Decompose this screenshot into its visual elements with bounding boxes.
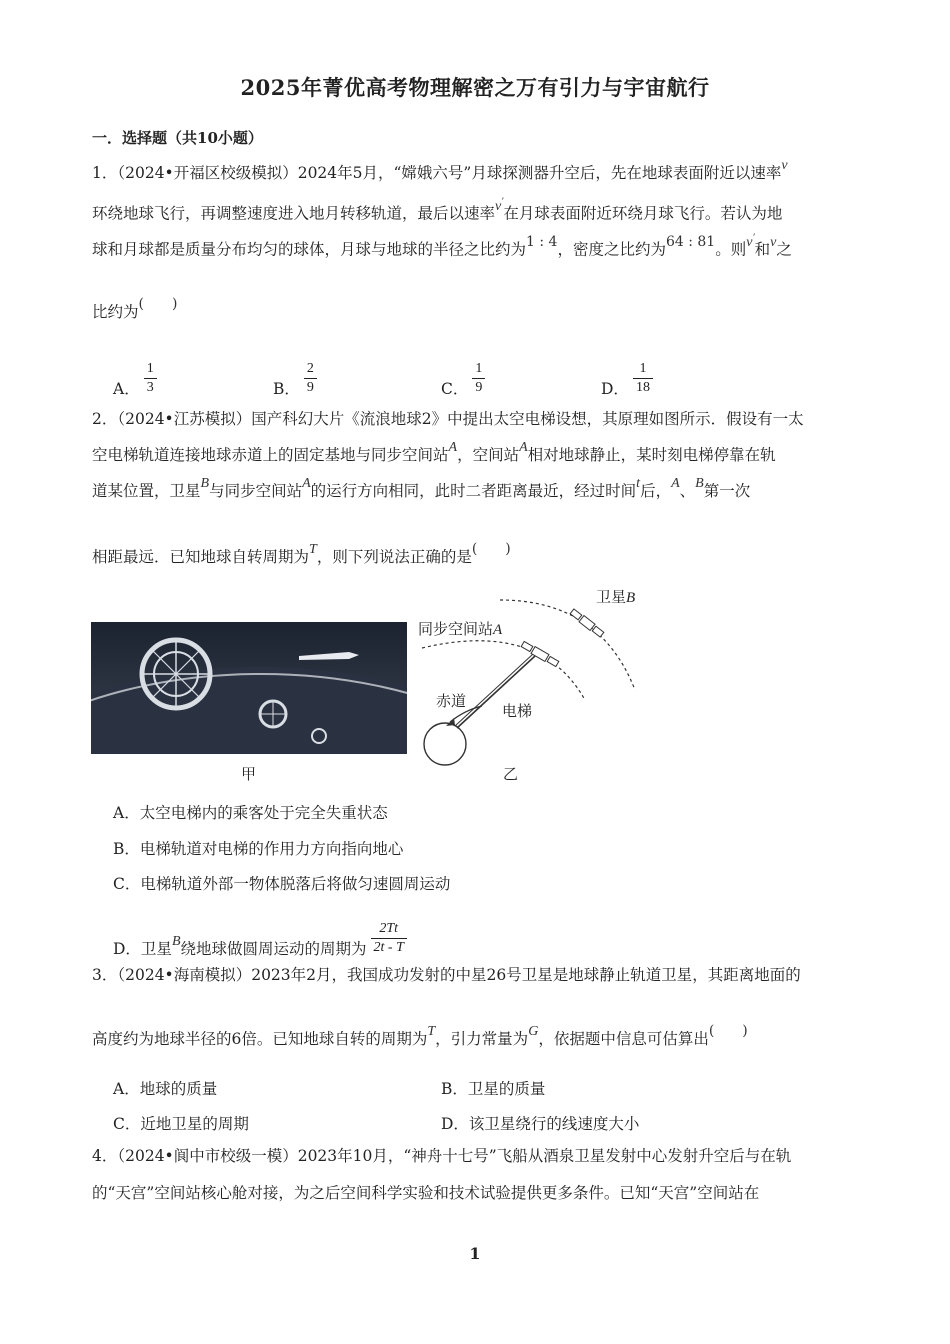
figure-caption-left: 甲 [241, 766, 257, 783]
answer-paren: ( ) [138, 296, 178, 312]
ratio-density: 64 : 81 [665, 233, 716, 250]
q1-option-d[interactable]: D． $\frac{1}{18}$ [601, 372, 653, 408]
q2-option-d[interactable]: D．卫星B绕地球做圆周运动的周期为 $\frac{2Tt}{2t - T}$ [113, 932, 407, 968]
q1-line-4: 比约为( ) [92, 296, 178, 321]
answer-paren: ( ) [708, 1023, 748, 1039]
label-equator: 赤道 [436, 693, 467, 710]
space-elevator-photo [91, 622, 407, 754]
q1-line-2: 环绕地球飞行，再调整速度进入地月转移轨道，最后以速率v′在月球表面附近环绕月球飞行。若认为地 [92, 196, 783, 223]
q3-option-a[interactable]: A．地球的质量 [113, 1080, 218, 1098]
q3-line-1: 3．（2024•海南模拟）2023年2月，我国成功发射的中星26号卫星是地球静止轨道卫星，其距离地面的 [92, 966, 801, 984]
fraction: $\frac{1}{3}$ [144, 360, 157, 396]
fraction: $\frac{2Tt}{2t - T}$ [371, 920, 407, 956]
var-v-2: v [770, 234, 777, 250]
page-title: 2025年菁优高考物理解密之万有引力与宇宙航行 [240, 75, 710, 100]
q4-line-2: 的“天宫”空间站核心舱对接，为之后空间科学实验和技术试验提供更多条件。已知“天宫”空间站在 [92, 1184, 760, 1202]
fraction: $\frac{2}{9}$ [304, 360, 317, 396]
q1-option-b[interactable]: B． $\frac{2}{9}$ [273, 372, 317, 408]
q2-line-1: 2．（2024•江苏模拟）国产科幻大片《流浪地球2》中提出太空电梯设想，其原理如图所示．假设有一太 [92, 410, 804, 428]
var-v-prime-2: v′ [746, 232, 755, 250]
fraction: $\frac{1}{18}$ [633, 360, 653, 396]
q2-option-b[interactable]: B．电梯轨道对电梯的作用力方向指向地心 [113, 840, 404, 858]
fraction: $\frac{1}{9}$ [472, 360, 485, 396]
q3-line-2: 高度约为地球半径的6倍。已知地球自转的周期为T，引力常量为G，依据题中信息可估算出( ) [92, 1023, 748, 1048]
q1-option-a[interactable]: A． $\frac{1}{3}$ [113, 372, 157, 408]
q3-option-c[interactable]: C．近地卫星的周期 [113, 1115, 249, 1133]
q1-line-1: 1．（2024•开福区校级模拟）2024年5月，“嫦娥六号”月球探测器升空后，先在地球表面附近以速率v [92, 158, 788, 182]
label-station: 同步空间站A [418, 621, 503, 638]
q1-line-3: 球和月球都是质量分布均匀的球体，月球与地球的半径之比约为1 : 4，密度之比约为64 : 81。则v′和v之 [92, 232, 792, 259]
answer-paren: ( ) [471, 541, 511, 557]
q4-line-1: 4．（2024•阆中市校级一模）2023年10月，“神舟十七号”飞船从酒泉卫星发射中心发射升空后与在轨 [92, 1147, 792, 1165]
figure-caption-right: 乙 [503, 766, 519, 783]
q2-option-c[interactable]: C．电梯轨道外部一物体脱落后将做匀速圆周运动 [113, 875, 451, 893]
q1-option-c[interactable]: C． $\frac{1}{9}$ [441, 372, 485, 408]
space-elevator-diagram [410, 580, 660, 780]
var-v: v [781, 158, 788, 173]
var-v-prime: v′ [495, 196, 504, 214]
q2-line-2: 空电梯轨道连接地球赤道上的固定基地与同步空间站A，空间站A相对地球静止，某时刻电梯停靠在轨 [92, 440, 776, 464]
q3-option-b[interactable]: B．卫星的质量 [441, 1080, 546, 1098]
q2-line-3: 道某位置，卫星B与同步空间站A的运行方向相同，此时二者距离最近，经过时间t后，A、B第一次 [92, 476, 751, 500]
label-satellite: 卫星B [596, 589, 636, 606]
page-number: 1 [469, 1244, 481, 1263]
ratio-radius: 1 : 4 [526, 233, 558, 250]
q2-option-a[interactable]: A．太空电梯内的乘客处于完全失重状态 [113, 804, 388, 822]
label-elevator: 电梯 [502, 703, 533, 720]
section-heading: 一．选择题（共10小题） [92, 129, 263, 147]
q2-line-4: 相距最远．已知地球自转周期为T，则下列说法正确的是( ) [92, 541, 511, 566]
q3-option-d[interactable]: D．该卫星绕行的线速度大小 [441, 1115, 640, 1133]
